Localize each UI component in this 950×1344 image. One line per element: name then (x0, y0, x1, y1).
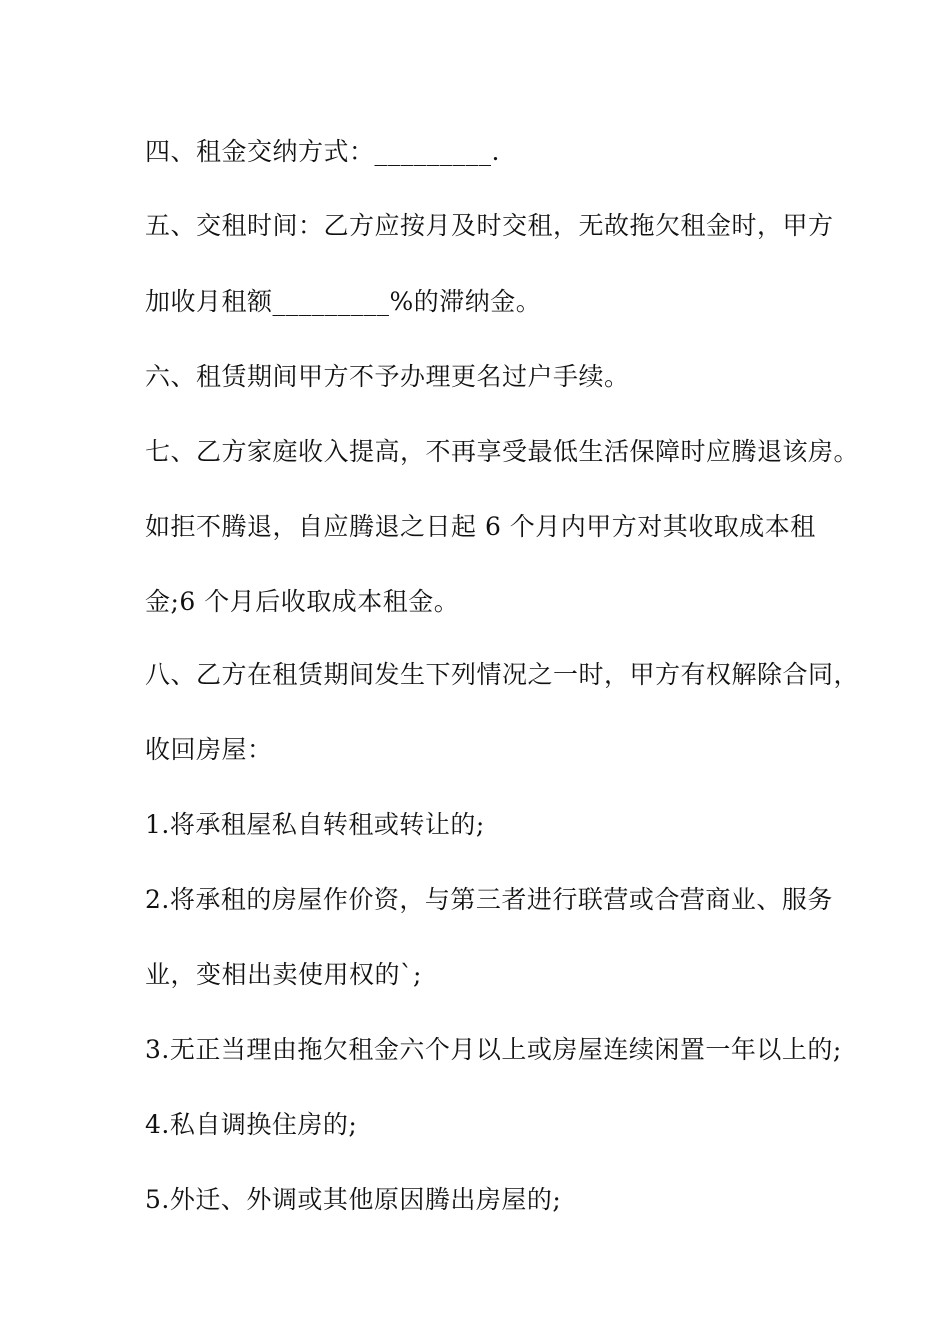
item-2-investment: 2.将承租的房屋作价资，与第三者进行联营或合营商业、服务 (145, 885, 833, 914)
item-4-private-exchange: 4.私自调换住房的; (145, 1110, 358, 1139)
item-3-arrears-idle: 3.无正当理由拖欠租金六个月以上或房屋连续闲置一年以上的; (145, 1035, 842, 1064)
item-1-sublet: 1.将承租屋私自转租或转让的; (145, 810, 485, 839)
clause-7-income-increase: 七、乙方家庭收入提高，不再享受最低生活保障时应腾退该房。 (145, 437, 860, 466)
clause-7-cost-rent: 金;6 个月后收取成本租金。 (145, 587, 460, 616)
clause-5-rent-due-time: 五、交租时间：乙方应按月及时交租，无故拖欠租金时，甲方 (145, 211, 834, 240)
clause-7-refusal: 如拒不腾退，自应腾退之日起 6 个月内甲方对其收取成本租 (145, 512, 816, 541)
clause-8-termination: 八、乙方在租赁期间发生下列情况之一时，甲方有权解除合同， (145, 660, 860, 689)
clause-8-recover-house: 收回房屋： (145, 735, 273, 764)
clause-6-no-transfer: 六、租赁期间甲方不予办理更名过户手续。 (145, 362, 630, 391)
item-2-disguised-sale: 业，变相出卖使用权的`; (145, 960, 422, 989)
clause-5-late-fee: 加收月租额_________%的滞纳金。 (145, 287, 542, 316)
item-5-vacated: 5.外迁、外调或其他原因腾出房屋的; (145, 1185, 562, 1214)
clause-4-rent-payment-method: 四、租金交纳方式：_________. (145, 137, 500, 166)
